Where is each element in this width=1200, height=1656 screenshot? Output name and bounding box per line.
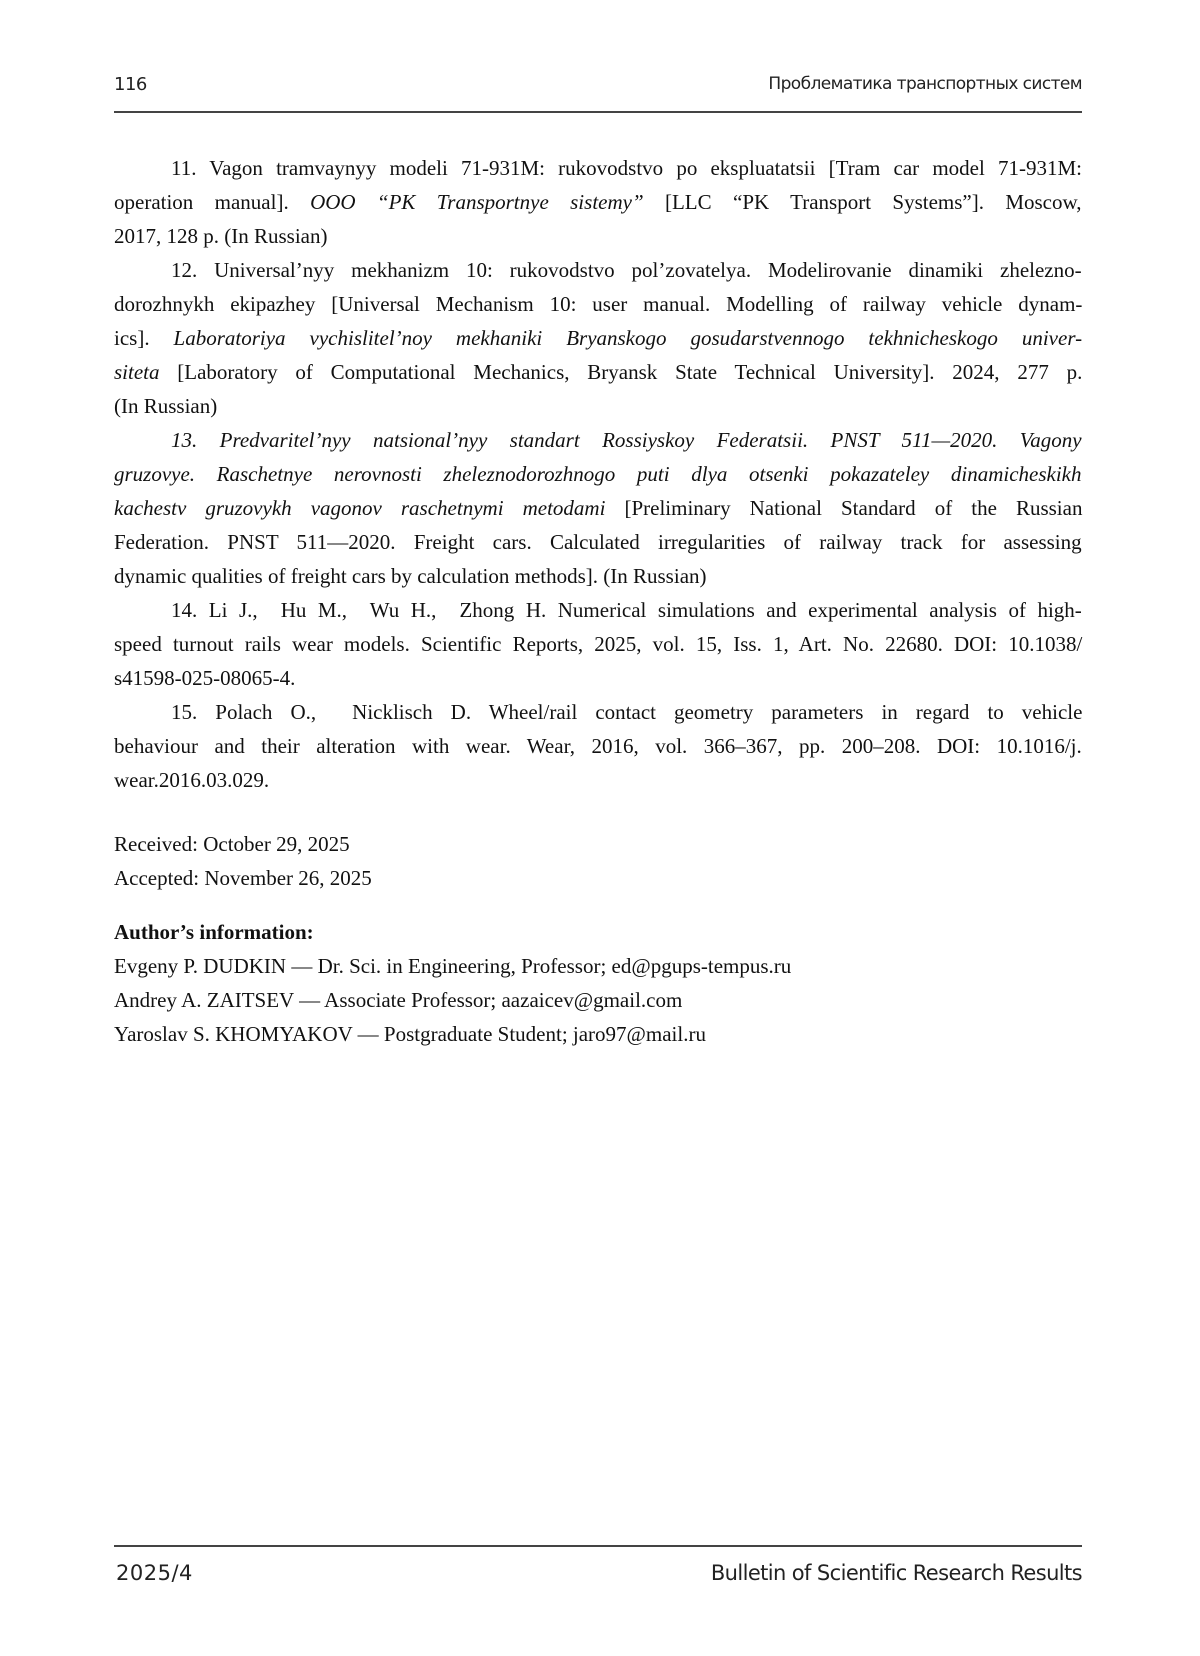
- reference-italic-text: 13. Predvaritel’nyy natsional’nyy standart Rossiyskoy Federatsii. PNST 511—2020. Vagony: [171, 428, 1082, 452]
- reference-item: [114, 151, 1082, 253]
- reference-italic-text: kachestv gruzovykh vagonov raschetnymi metodami: [114, 496, 606, 520]
- reference-list: [114, 151, 1082, 797]
- reference-italic-text: gruzovye. Raschetnye nerovnosti zheleznodorozhnogo puti dlya otsenki pokazateley dinamicheskikh: [114, 462, 1082, 486]
- reference-item: [114, 253, 1082, 423]
- reference-line: [114, 287, 1082, 321]
- reference-line: [114, 525, 1082, 559]
- author-line: Evgeny P. DUDKIN — Dr. Sci. in Engineering, Professor; ed@pgups-tempus.ru: [114, 954, 792, 978]
- reference-line: [114, 355, 1082, 389]
- page-number: 116: [114, 74, 147, 95]
- reference-line: [114, 559, 1082, 593]
- author-line: Andrey A. ZAITSEV — Associate Professor; aazaicev@gmail.com: [114, 988, 683, 1012]
- reference-item: [114, 593, 1082, 695]
- reference-text: 2017, 128 p. (In Russian): [114, 224, 328, 248]
- reference-line: [114, 253, 1082, 287]
- page-header: [114, 74, 1082, 104]
- reference-text: Federation. PNST 511—2020. Freight cars. Calculated irregularities of railway track for assessing: [114, 530, 1082, 554]
- reference-line: [114, 661, 1082, 695]
- reference-line: [114, 457, 1082, 491]
- reference-text: 12. Universal’nyy mekhanizm 10: rukovodstvo pol’zovatelya. Modelirovanie dinamiki zhelezno-: [171, 258, 1082, 282]
- footer-rule: [114, 1545, 1082, 1547]
- reference-text: (In Russian): [114, 394, 218, 418]
- reference-line: [114, 219, 1082, 253]
- reference-line: [114, 185, 1082, 219]
- reference-italic-text: OOO “PK Transportnye sistemy”: [310, 190, 644, 214]
- journal-name: Bulletin of Scientific Research Results: [710, 1561, 1082, 1585]
- received-date: Received: October 29, 2025: [114, 832, 350, 856]
- reference-text: [Laboratory of Computational Mechanics, Bryansk State Technical University]. 2024, 277 p.: [159, 360, 1083, 384]
- reference-text: 11. Vagon tramvaynyy modeli 71-931M: rukovodstvo po ekspluatatsii [Tram car model 71-931M:: [171, 156, 1082, 180]
- reference-text: 15. Polach O., Nicklisch D. Wheel/rail contact geometry parameters in regard to vehicle: [171, 700, 1083, 724]
- reference-italic-text: Laboratoriya vychislitel’noy mekhaniki Bryanskogo gosudarstvennogo tekhnicheskogo univer-: [173, 326, 1083, 350]
- reference-text: ics].: [114, 326, 174, 350]
- reference-item: [114, 423, 1082, 593]
- reference-text: dynamic qualities of freight cars by calculation methods]. (In Russian): [114, 564, 707, 588]
- reference-line: [114, 423, 1082, 457]
- reference-line: [114, 389, 1082, 423]
- reference-text: [LLC “PK Transport Systems”]. Moscow,: [643, 190, 1082, 214]
- reference-text: 14. Li J., Hu M., Wu H., Zhong H. Numerical simulations and experimental analysis of high-: [171, 598, 1082, 622]
- reference-text: speed turnout rails wear models. Scientific Reports, 2025, vol. 15, Iss. 1, Art. No. 22680. DOI: 10.1038/: [114, 632, 1083, 656]
- reference-line: [114, 593, 1082, 627]
- accepted-date: Accepted: November 26, 2025: [114, 866, 372, 890]
- reference-line: [114, 627, 1082, 661]
- reference-line: [114, 763, 1082, 797]
- reference-text: behaviour and their alteration with wear. Wear, 2016, vol. 366–367, pp. 200–208. DOI: 10.1016/j.: [114, 734, 1082, 758]
- reference-text: wear.2016.03.029.: [114, 768, 270, 792]
- author-line: Yaroslav S. KHOMYAKOV — Postgraduate Student; jaro97@mail.ru: [114, 1022, 706, 1046]
- reference-text: s41598-025-08065-4.: [114, 666, 296, 690]
- reference-line: [114, 151, 1082, 185]
- reference-line: [114, 729, 1082, 763]
- page-body: [114, 151, 1082, 1051]
- journal-section: Проблематика транспортных систем: [768, 74, 1082, 94]
- reference-line: [114, 695, 1082, 729]
- reference-text: dorozhnykh ekipazhey [Universal Mechanism 10: user manual. Modelling of railway vehicle dynam-: [114, 292, 1083, 316]
- header-rule: [114, 111, 1082, 113]
- reference-text: [Preliminary National Standard of the Russian: [605, 496, 1083, 520]
- reference-text: operation manual].: [114, 190, 311, 214]
- reference-item: [114, 695, 1082, 797]
- reference-italic-text: siteta: [114, 360, 160, 384]
- issue-number: 2025/4: [116, 1561, 193, 1585]
- authors-heading: Author’s information:: [114, 920, 314, 944]
- reference-line: [114, 321, 1082, 355]
- reference-line: [114, 491, 1082, 525]
